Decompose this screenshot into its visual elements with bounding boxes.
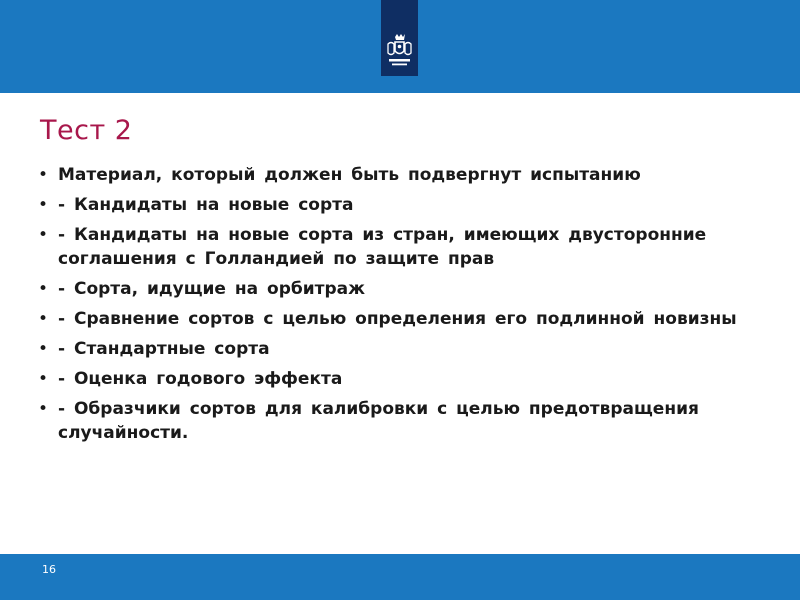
footer-band xyxy=(0,554,800,600)
government-logo xyxy=(381,0,418,76)
coat-of-arms-icon xyxy=(386,34,413,68)
bullet-item: • - Кандидаты на новые сорта xyxy=(38,193,738,217)
page-number: 16 xyxy=(42,563,56,576)
bullet-item: • - Сорта, идущие на орбитраж xyxy=(38,277,738,301)
bullet-item: • - Кандидаты на новые сорта из стран, имеющих двусторонние соглашения с Голландией по защите прав xyxy=(38,223,738,271)
bullet-item: • - Стандартные сорта xyxy=(38,337,738,361)
bullet-list xyxy=(38,163,738,451)
slide-title: Тест 2 xyxy=(40,115,133,146)
bullet-item: • Материал, который должен быть подвергнут испытанию xyxy=(38,163,738,187)
bullet-item: • - Сравнение сортов с целью определения его подлинной новизны xyxy=(38,307,738,331)
bullet-item: • - Образчики сортов для калибровки с целью предотвращения случайности. xyxy=(38,397,738,445)
bullet-item: • - Оценка годового эффекта xyxy=(38,367,738,391)
